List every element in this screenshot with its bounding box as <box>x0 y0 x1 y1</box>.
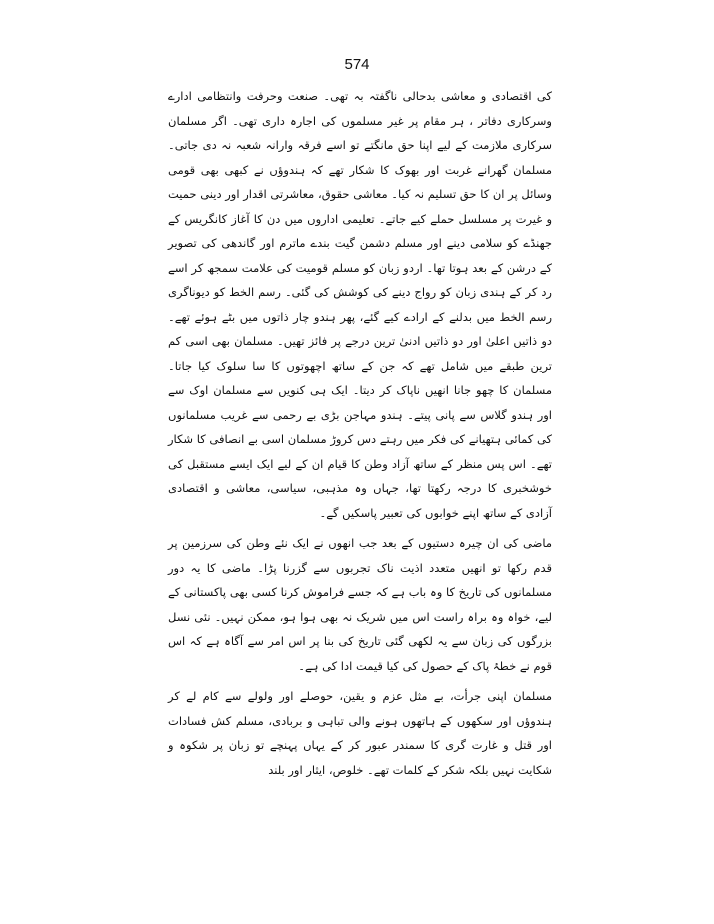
page-number: 574 <box>344 56 370 73</box>
paragraph-3: مسلمان اپنی جرأت، بے مثل عزم و یقین، حوصلے اور ولولے سے کام لے کر ہندوؤں اور سکھوں کے ہاتھوں ہونے والی تباہی و بربادی، مسلم کش فسادات اور قتل و غارت گری کا سمندر عبور کر کے یہاں پہنچے تو زبان پر شکوہ و شکایت نہیں بلکہ شکر کے کلمات تھے۔ خلوص، ایثار اور بلند <box>168 689 552 777</box>
body-text <box>168 84 552 782</box>
paragraph-1: کی اقتصادی و معاشی بدحالی ناگفتہ بہ تھی۔ صنعت وحرفت وانتظامی ادارے وسرکاری دفاتر ، ہر مقام پر غیر مسلموں کی اجارہ داری تھی۔ اگر مسلمان سرکاری ملازمت کے لیے اپنا حق مانگتے تو اسے فرقہ وارانہ شعبہ نہ دی جاتی۔ مسلمان گھرانے غربت اور بھوک کا شکار تھے کہ ہندوؤں نے کبھی بھی قومی وسائل پر ان کا حق تسلیم نہ کیا۔ معاشی حقوق، معاشرتی اقدار اور دینی حمیت و غیرت پر مسلسل حملے کیے جاتے۔ تعلیمی اداروں میں دن کا آغاز کانگریس کے جھنڈے کو سلامی دینے اور مسلم دشمن گیت بندے ماترم اور گاندھی کی تصویر کے درشن کے بعد ہوتا تھا۔ اردو زبان کو مسلم قومیت کی علامت سمجھ کر اسے رد کر کے ہندی زبان کو رواج دینے کی کوشش کی گئی۔ رسم الخط کو دیوناگری رسم الخط میں بدلنے کے ارادے کیے گئے، پھر ہندو چار ذاتوں میں بٹے ہوئے تھے۔ دو ذاتیں اعلیٰ اور دو ذاتیں ادنیٰ ترین درجے پر فائز تھیں۔ مسلمان بھی اسی کم ترین طبقے میں شامل تھے کہ جن کے ساتھ اچھوتوں کا سا سلوک کیا جاتا۔ مسلمان کا چھو جانا انھیں ناپاک کر دیتا۔ ایک ہی کنویں سے مسلمان اوک سے اور ہندو گلاس سے پانی پیتے۔ ہندو مہاجن بڑی بے رحمی سے غریب مسلمانوں کی کمائی ہتھیانے کی فکر میں رہتے دس کروڑ مسلمان اسی بے انصافی کا شکار تھے۔ اس پس منظر کے ساتھ آزاد وطن کا قیام ان کے لیے ایک ایسے مستقبل کی خوشخبری کا درجہ رکھتا تھا، جہاں وہ مذہبی، سیاسی، معاشی و اقتصادی آزادی کے ساتھ اپنے خوابوں کی تعبیر پاسکیں گے۔ <box>168 89 552 520</box>
paragraph-2: ماضی کی ان چیرہ دستیوں کے بعد جب انھوں نے ایک نئے وطن کی سرزمین پر قدم رکھا تو انھیں متعدد اذیت ناک تجربوں سے گزرنا پڑا۔ ماضی کا یہ دور مسلمانوں کی تاریخ کا وہ باب ہے کہ جسے فراموش کرنا کسی بھی پاکستانی کے لیے، خواہ وہ براہ راست اس میں شریک نہ بھی ہوا ہو، ممکن نہیں۔ نئی نسل بزرگوں کی زبان سے یہ لکھی گئی تاریخ کی بنا پر اس امر سے آگاہ ہے کہ اس قوم نے خطۂ پاک کے حصول کی کیا قیمت ادا کی ہے۔ <box>168 536 552 673</box>
